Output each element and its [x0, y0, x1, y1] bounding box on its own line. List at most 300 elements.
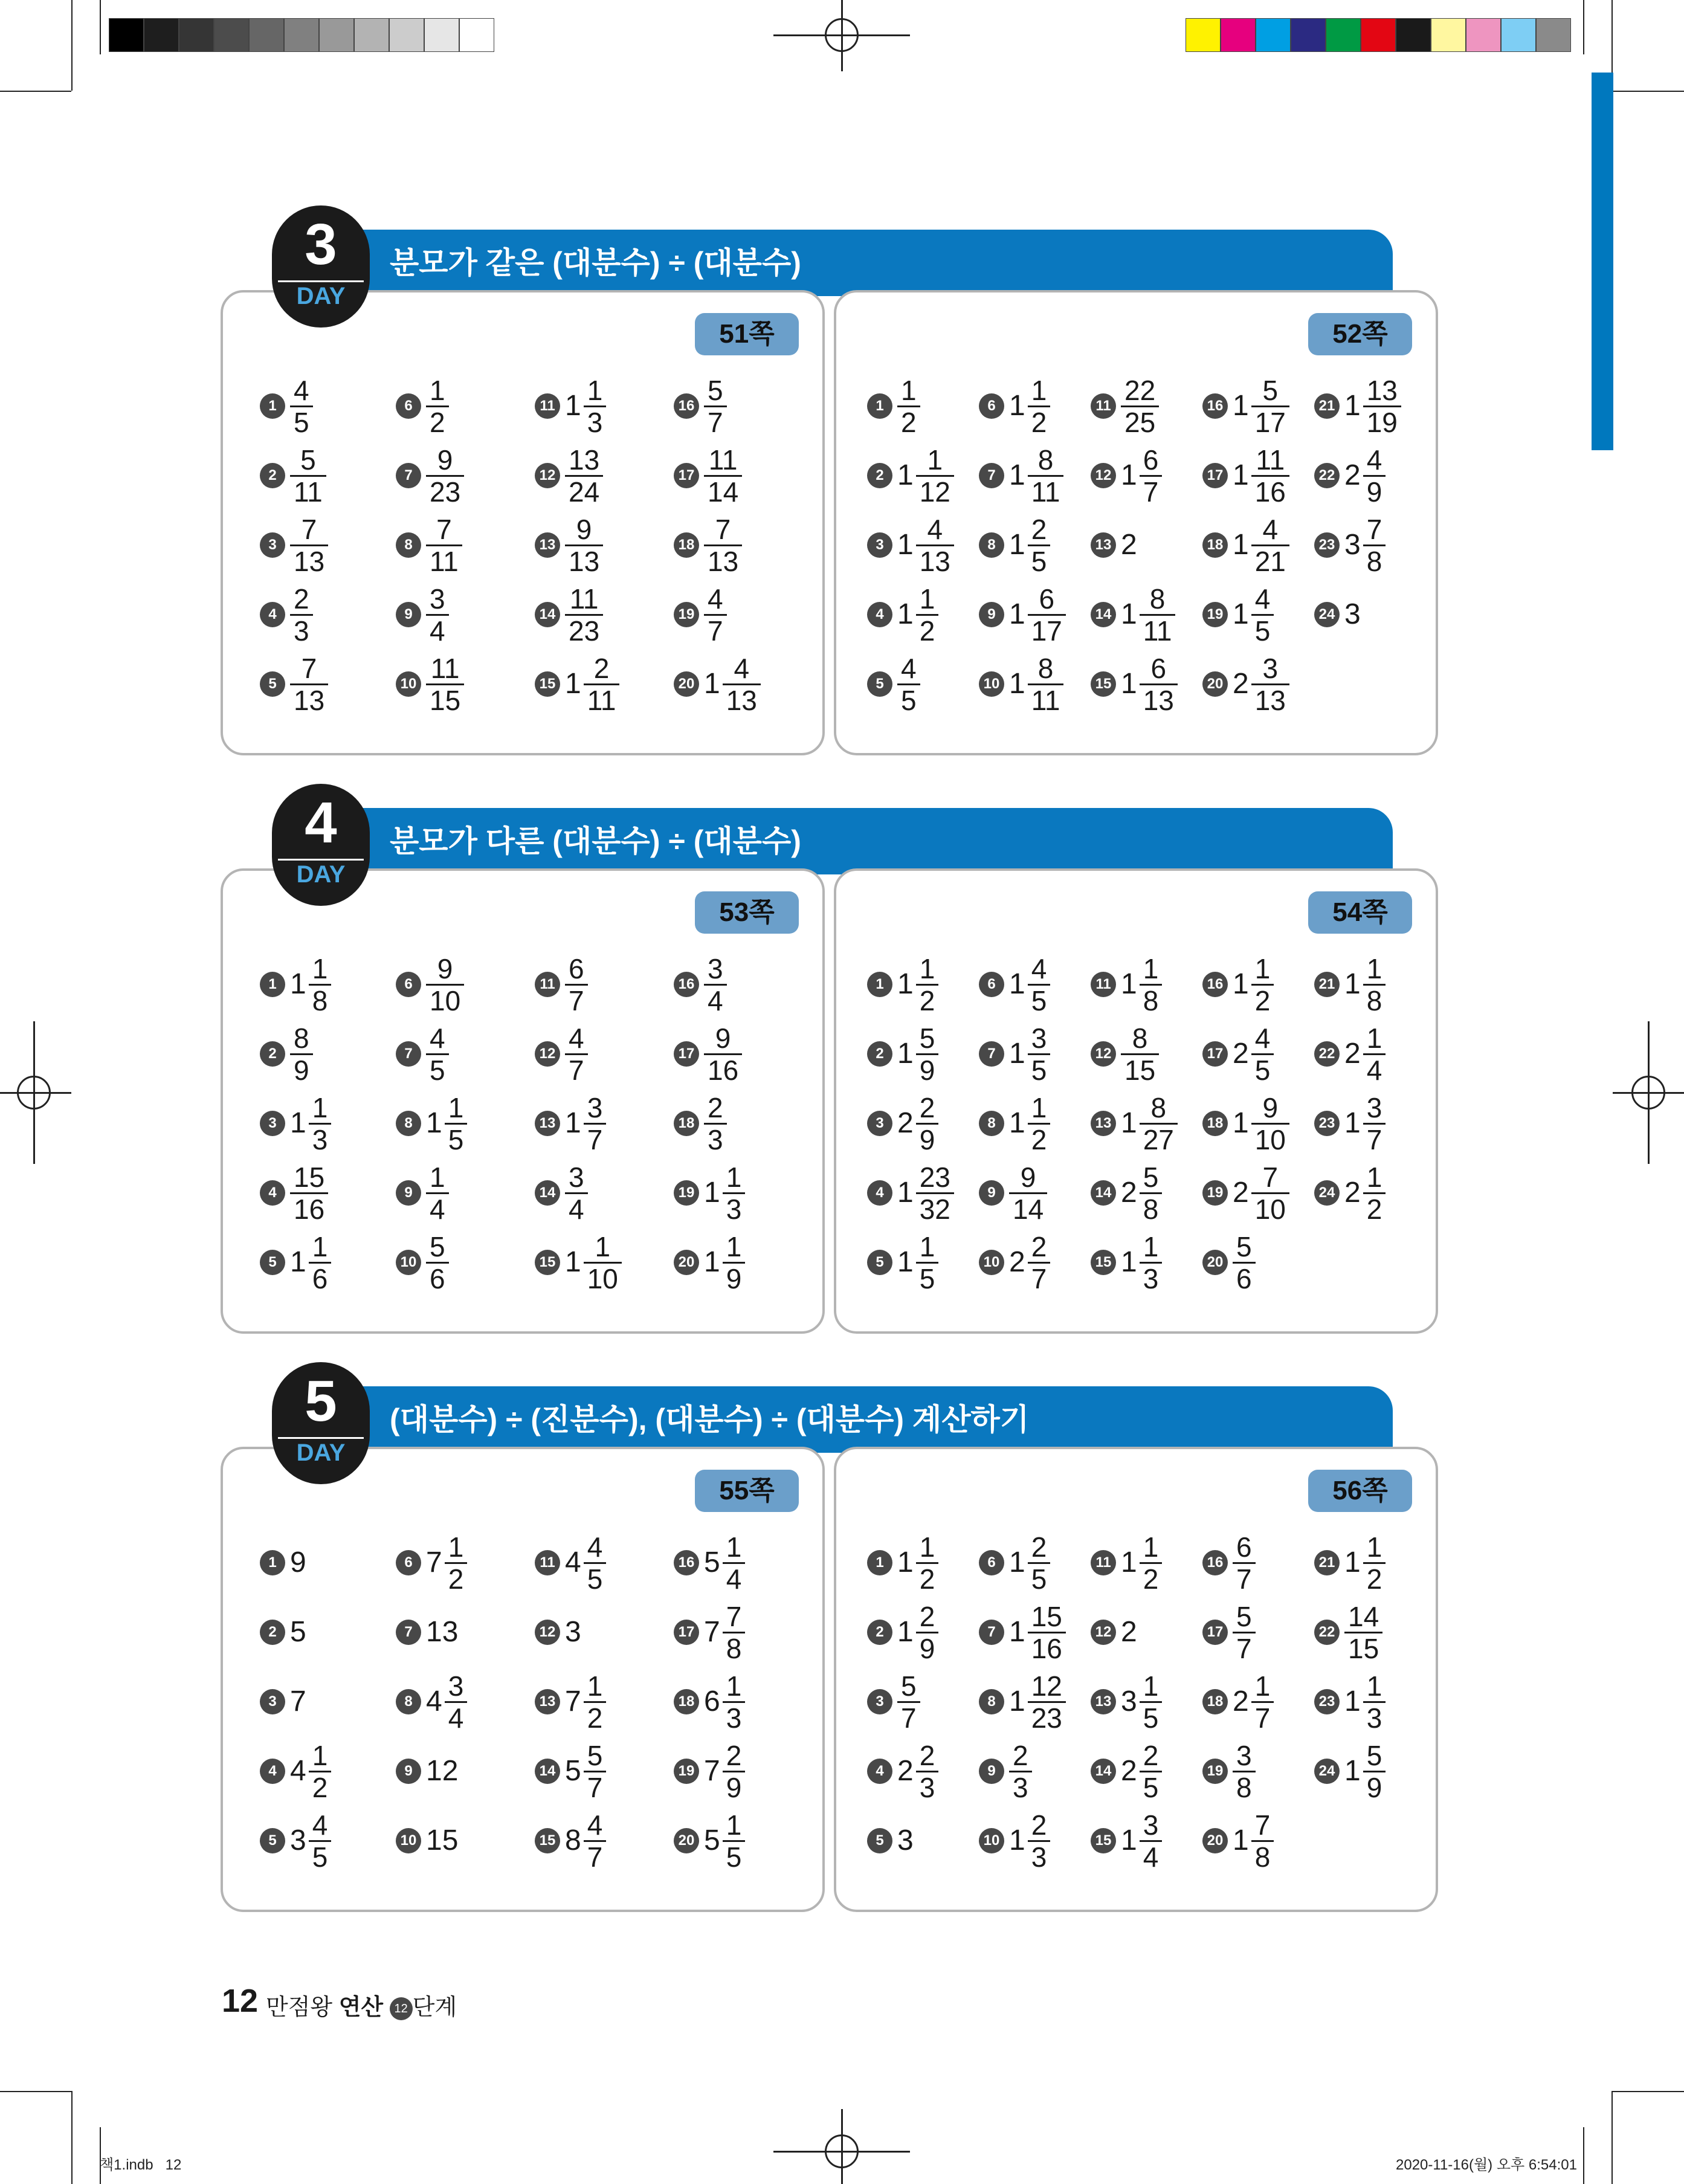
denominator: 3 [723, 1701, 746, 1733]
fraction [1363, 1162, 1386, 1224]
answer-item [867, 1602, 938, 1662]
problem-number: 20 [674, 671, 699, 697]
whole-part: 1 [1009, 968, 1025, 1000]
numerator: 3 [1236, 1739, 1252, 1771]
problem-number: 6 [396, 1550, 421, 1575]
numerator: 3 [448, 1670, 464, 1702]
answer-item [674, 1232, 745, 1293]
whole-part: 1 [1009, 1824, 1025, 1856]
numerator: 8 [1037, 652, 1054, 684]
day-badge [272, 205, 370, 328]
problem-number: 3 [260, 532, 285, 558]
numerator: 2 [726, 1739, 742, 1771]
denominator: 9 [290, 1053, 313, 1085]
numerator: 3 [569, 1161, 584, 1193]
problem-number: 20 [1202, 1828, 1228, 1853]
fraction [704, 584, 727, 646]
fraction [916, 1093, 939, 1155]
fraction [290, 584, 313, 646]
whole-part: 2 [1121, 1616, 1137, 1648]
answer-item [979, 1533, 1050, 1593]
fraction [916, 954, 939, 1016]
fraction [584, 1740, 607, 1803]
denominator: 7 [584, 1123, 607, 1155]
page-reference-label: 51쪽 [695, 313, 799, 355]
problem-number: 24 [1314, 602, 1340, 627]
whole-part: 15 [426, 1824, 459, 1856]
numerator: 3 [430, 583, 445, 615]
whole-part: 2 [1233, 1038, 1249, 1070]
problem-number: 4 [260, 1180, 285, 1206]
whole-part: 5 [704, 1546, 720, 1578]
answer-item [396, 1672, 467, 1732]
fraction [565, 584, 603, 646]
fraction [584, 1671, 607, 1733]
fraction [1251, 1162, 1289, 1224]
crop-mark [0, 91, 71, 92]
problem-number: 17 [674, 463, 699, 488]
numerator: 11 [430, 652, 460, 684]
level-suffix: 단계 [412, 1995, 457, 2020]
crop-mark [71, 0, 73, 91]
denominator: 7 [584, 1840, 607, 1872]
denominator: 5 [290, 405, 313, 438]
denominator: 23 [1028, 1701, 1066, 1733]
whole-part: 2 [897, 1755, 914, 1787]
denominator: 2 [916, 1562, 939, 1594]
denominator: 7 [565, 1053, 588, 1085]
numerator: 1 [726, 1670, 742, 1702]
denominator: 8 [1251, 1840, 1274, 1872]
fraction [290, 514, 328, 577]
fraction [723, 1162, 746, 1224]
denominator: 7 [704, 614, 727, 646]
numerator: 4 [587, 1809, 603, 1841]
fraction [584, 1532, 607, 1594]
day-label: DAY [296, 283, 346, 309]
problem-number: 15 [1091, 1250, 1116, 1275]
answer-item [867, 376, 920, 436]
numerator: 2 [294, 583, 309, 615]
denominator: 5 [723, 1840, 746, 1872]
swatch [389, 18, 424, 52]
answer-item [1091, 445, 1162, 506]
answer-item [260, 584, 313, 645]
problem-number: 7 [396, 1620, 421, 1645]
fraction [1363, 514, 1386, 577]
numerator: 7 [1262, 1161, 1279, 1193]
numerator: 2 [1031, 1809, 1047, 1841]
answer-item [867, 1533, 938, 1593]
whole-part: 8 [565, 1824, 581, 1856]
whole-part: 5 [704, 1824, 720, 1856]
whole-part: 7 [704, 1755, 720, 1787]
whole-part: 1 [565, 1107, 581, 1139]
whole-part: 1 [897, 1616, 914, 1648]
problem-number: 13 [535, 532, 560, 558]
denominator: 13 [916, 544, 954, 577]
numerator: 7 [1366, 513, 1382, 545]
badge-divider [278, 280, 364, 282]
problem-number: 2 [260, 463, 285, 488]
denominator: 7 [704, 405, 727, 438]
swatch [1431, 18, 1466, 52]
swatch [109, 18, 144, 52]
whole-part: 1 [1233, 390, 1249, 422]
numerator: 1 [1031, 1091, 1047, 1123]
answer-item [867, 1232, 938, 1293]
answer-item [260, 1163, 328, 1223]
fraction [1028, 954, 1051, 1016]
denominator: 2 [309, 1771, 332, 1803]
numerator: 1 [726, 1161, 742, 1193]
answer-item [535, 1232, 622, 1293]
denominator: 14 [704, 475, 742, 507]
problem-number: 13 [535, 1111, 560, 1136]
problem-number: 12 [1091, 463, 1116, 488]
denominator: 5 [309, 1840, 332, 1872]
fraction [916, 445, 954, 507]
numerator: 4 [294, 374, 309, 406]
denominator: 11 [1028, 475, 1064, 507]
problem-number: 18 [1202, 532, 1228, 558]
answer-item [674, 1533, 745, 1593]
crop-mark [1613, 2091, 1684, 2092]
problem-number: 8 [979, 1689, 1004, 1714]
answer-item [979, 1163, 1047, 1223]
problem-number: 21 [1314, 393, 1340, 419]
fraction [1363, 1671, 1386, 1733]
whole-part: 7 [565, 1685, 581, 1717]
numerator: 6 [1143, 444, 1159, 476]
swatch [1501, 18, 1536, 52]
crop-mark [100, 0, 101, 54]
problem-number: 11 [535, 972, 560, 997]
answer-item [260, 954, 331, 1015]
whole-part: 1 [290, 1107, 306, 1139]
answer-item [1202, 1811, 1274, 1871]
numerator: 4 [312, 1809, 328, 1841]
denominator: 5 [1140, 1771, 1163, 1803]
fraction [1251, 1810, 1274, 1872]
numerator: 4 [708, 583, 723, 615]
fraction [1009, 1740, 1032, 1803]
denominator: 2 [1028, 405, 1051, 438]
answer-item [1202, 1093, 1289, 1154]
numerator: 1 [901, 374, 917, 406]
whole-part: 1 [1009, 668, 1025, 700]
whole-part: 1 [704, 1177, 720, 1209]
fraction [916, 584, 939, 646]
numerator: 5 [1366, 1739, 1382, 1771]
answer-item [1314, 954, 1386, 1015]
numerator: 4 [569, 1022, 584, 1054]
answer-item [1091, 1163, 1162, 1223]
answer-item [674, 1093, 727, 1154]
problem-number: 2 [867, 463, 892, 488]
numerator: 1 [919, 583, 935, 615]
crop-mark [71, 2091, 73, 2184]
denominator: 2 [1140, 1562, 1163, 1594]
answer-item [979, 584, 1066, 645]
whole-part: 3 [290, 1824, 306, 1856]
answer-item [396, 1811, 460, 1871]
answer-item [396, 1602, 460, 1662]
fraction [584, 1810, 607, 1872]
whole-part: 1 [1009, 459, 1025, 491]
whole-part: 3 [1344, 529, 1361, 561]
numerator: 1 [1366, 1670, 1382, 1702]
fraction [1140, 1232, 1163, 1294]
numerator: 4 [1031, 952, 1047, 984]
swatch [1361, 18, 1396, 52]
swatch [459, 18, 494, 52]
problem-number: 15 [535, 671, 560, 697]
answer-item [396, 1533, 467, 1593]
numerator: 1 [919, 1531, 935, 1563]
problem-number: 4 [867, 602, 892, 627]
problem-number: 15 [535, 1828, 560, 1853]
fraction [309, 954, 332, 1016]
numerator: 5 [901, 1670, 917, 1702]
answer-item [979, 1811, 1050, 1871]
fraction [565, 1162, 588, 1224]
numerator: 14 [1348, 1600, 1379, 1632]
denominator: 13 [290, 544, 328, 577]
numerator: 4 [734, 652, 750, 684]
problem-number: 13 [535, 1689, 560, 1714]
denominator: 2 [916, 984, 939, 1016]
denominator: 23 [426, 475, 464, 507]
fraction [704, 954, 727, 1016]
numerator: 2 [1031, 1230, 1047, 1262]
denominator: 11 [584, 683, 620, 716]
denominator: 9 [916, 1053, 939, 1085]
whole-part: 1 [1121, 1824, 1137, 1856]
problem-number: 14 [1091, 1759, 1116, 1784]
answer-item [1091, 584, 1175, 645]
whole-part: 4 [565, 1546, 581, 1578]
denominator: 13 [290, 683, 328, 716]
problem-number: 8 [396, 1111, 421, 1136]
answer-item [979, 1024, 1050, 1084]
whole-part: 1 [290, 968, 306, 1000]
denominator: 5 [1028, 1562, 1051, 1594]
fraction [1140, 1810, 1163, 1872]
denominator: 11 [1140, 614, 1176, 646]
denominator: 10 [1251, 1123, 1289, 1155]
denominator: 4 [565, 1192, 588, 1224]
whole-part: 2 [1233, 1685, 1249, 1717]
answer-item [260, 376, 313, 436]
answer-item [1202, 1232, 1256, 1293]
numerator: 9 [576, 513, 592, 545]
numerator: 11 [569, 583, 599, 615]
answer-item [535, 515, 603, 575]
problem-number: 5 [867, 1828, 892, 1853]
problem-number: 19 [1202, 1180, 1228, 1206]
answer-item [979, 1672, 1066, 1732]
denominator: 3 [290, 614, 313, 646]
problem-number: 15 [535, 1250, 560, 1275]
fraction [1140, 584, 1176, 646]
answer-item [867, 1741, 938, 1801]
numerator: 8 [1149, 583, 1166, 615]
whole-part: 1 [1009, 1107, 1025, 1139]
fraction [1028, 1023, 1051, 1085]
denominator: 4 [445, 1701, 468, 1733]
denominator: 6 [1233, 1262, 1256, 1294]
problem-number: 15 [1091, 671, 1116, 697]
problem-number: 7 [979, 463, 1004, 488]
swatch [319, 18, 354, 52]
denominator: 8 [1140, 984, 1163, 1016]
problem-number: 8 [396, 532, 421, 558]
fraction [1233, 1601, 1256, 1664]
swatch [1256, 18, 1291, 52]
fraction [723, 1601, 746, 1664]
answer-item [1314, 445, 1386, 506]
fraction [1251, 1023, 1274, 1085]
whole-part: 2 [1233, 1177, 1249, 1209]
problem-number: 9 [979, 1759, 1004, 1784]
slug-file-page: 12 [165, 2157, 182, 2173]
problem-number: 20 [1202, 671, 1228, 697]
denominator: 7 [1233, 1562, 1256, 1594]
fraction [916, 1532, 939, 1594]
answer-item [396, 1741, 460, 1801]
numerator: 2 [1013, 1739, 1028, 1771]
answer-item [1202, 954, 1274, 1015]
fraction [309, 1093, 332, 1155]
whole-part: 2 [1344, 459, 1361, 491]
answer-item [535, 654, 619, 714]
problem-number: 12 [1091, 1620, 1116, 1645]
level-badge: 12 [390, 1997, 413, 2020]
problem-number: 12 [1091, 1041, 1116, 1067]
fraction [916, 1162, 954, 1224]
denominator: 7 [1140, 475, 1163, 507]
problem-number: 18 [674, 532, 699, 558]
whole-part: 1 [897, 968, 914, 1000]
swatch [1536, 18, 1571, 52]
fraction [916, 1023, 939, 1085]
whole-part: 12 [426, 1755, 459, 1787]
numerator: 8 [1037, 444, 1054, 476]
answer-item [674, 1024, 742, 1084]
problem-number: 19 [674, 1759, 699, 1784]
fraction [1363, 1093, 1386, 1155]
whole-part: 1 [704, 1246, 720, 1278]
fraction [1251, 954, 1274, 1016]
denominator: 15 [426, 683, 464, 716]
problem-number: 23 [1314, 532, 1340, 558]
numerator: 13 [1366, 374, 1398, 406]
swatch [1466, 18, 1501, 52]
denominator: 9 [1363, 1771, 1386, 1803]
numerator: 23 [919, 1161, 950, 1193]
numerator: 6 [1236, 1531, 1252, 1563]
problem-number: 8 [979, 1111, 1004, 1136]
numerator: 15 [1031, 1600, 1062, 1632]
answer-item [979, 1093, 1050, 1154]
day-badge [272, 784, 370, 906]
fraction [1344, 1601, 1382, 1664]
answer-item [260, 515, 328, 575]
whole-part: 1 [1009, 529, 1025, 561]
numerator: 2 [919, 1600, 935, 1632]
fraction [426, 1162, 449, 1224]
fraction [565, 954, 588, 1016]
swatch [214, 18, 249, 52]
problem-number: 21 [1314, 1550, 1340, 1575]
fraction [584, 1232, 622, 1294]
problem-number: 10 [979, 671, 1004, 697]
answer-item [535, 445, 603, 506]
denominator: 15 [1344, 1632, 1382, 1664]
fraction [1028, 514, 1051, 577]
numerator: 2 [919, 1739, 935, 1771]
problem-number: 13 [1091, 532, 1116, 558]
numerator: 7 [436, 513, 452, 545]
swatch [424, 18, 459, 52]
denominator: 13 [1140, 683, 1178, 716]
problem-number: 23 [1314, 1111, 1340, 1136]
fraction [704, 1023, 742, 1085]
problem-number: 11 [1091, 393, 1116, 419]
crop-mark [1583, 2127, 1584, 2184]
fraction [1028, 1093, 1051, 1155]
numerator: 1 [1366, 952, 1382, 984]
badge-divider [278, 1437, 364, 1439]
swatch [179, 18, 214, 52]
numerator: 1 [587, 1670, 603, 1702]
problem-number: 10 [979, 1828, 1004, 1853]
answer-item [535, 1602, 584, 1662]
whole-part: 3 [1344, 598, 1361, 630]
crop-mark [0, 2091, 71, 2092]
numerator: 2 [593, 652, 610, 684]
answer-item [535, 1093, 606, 1154]
answer-item [674, 1163, 745, 1223]
whole-part: 4 [290, 1755, 306, 1787]
problem-number: 17 [674, 1041, 699, 1067]
problem-number: 14 [535, 602, 560, 627]
numerator: 4 [587, 1531, 603, 1563]
fraction [1251, 1093, 1289, 1155]
answer-item [1091, 954, 1162, 1015]
problem-number: 10 [396, 671, 421, 697]
page-reference-label: 52쪽 [1308, 313, 1412, 355]
fraction [1140, 954, 1163, 1016]
numerator: 9 [437, 952, 453, 984]
numerator: 4 [901, 652, 917, 684]
numerator: 12 [1031, 1670, 1062, 1702]
answer-item [535, 376, 606, 436]
fraction [1251, 584, 1274, 646]
whole-part: 1 [1009, 1038, 1025, 1070]
fraction [1233, 1532, 1256, 1594]
fraction [704, 445, 742, 507]
swatch [1396, 18, 1431, 52]
swatch [144, 18, 179, 52]
problem-number: 4 [867, 1180, 892, 1206]
problem-number: 18 [674, 1689, 699, 1714]
numerator: 7 [726, 1600, 742, 1632]
fraction [426, 1023, 449, 1085]
denominator: 4 [1363, 1053, 1386, 1085]
fraction [426, 1232, 449, 1294]
